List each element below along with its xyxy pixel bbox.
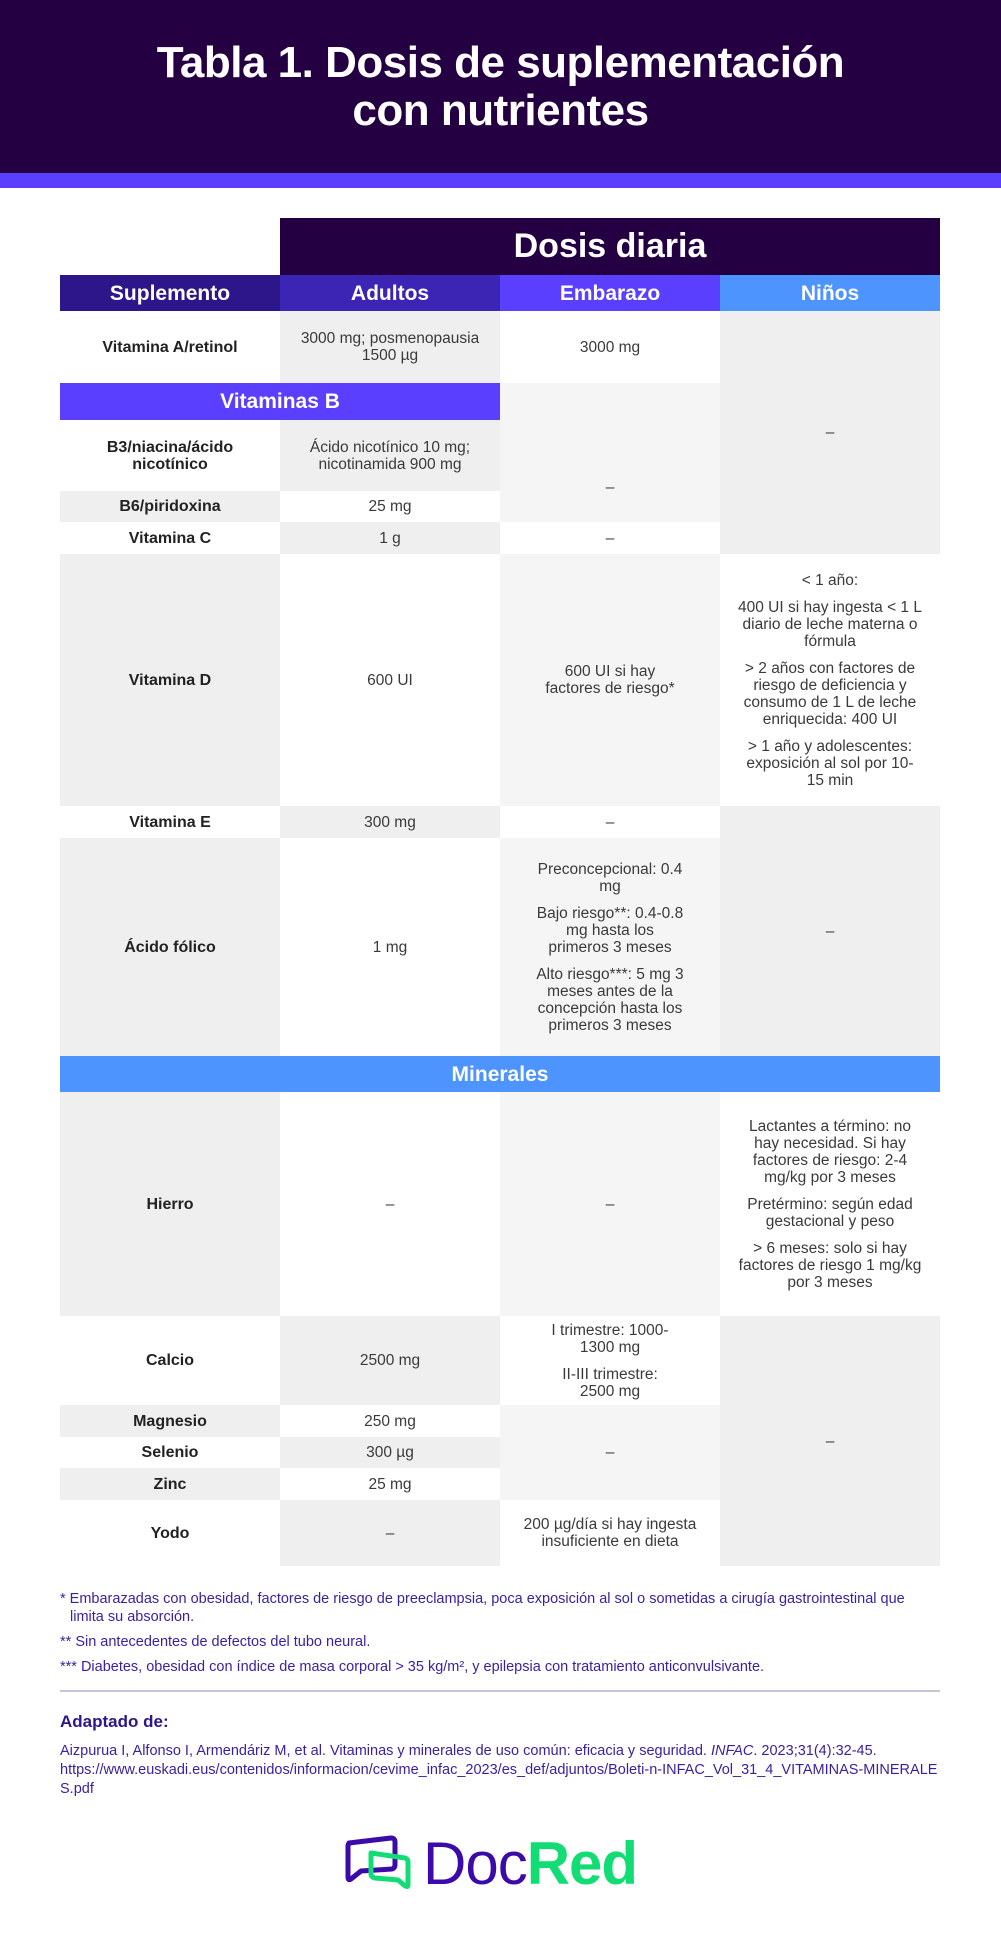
citation-text: Aizpurua I, Alfonso I, Armendáriz M, et al. Vitaminas y minerales de uso común: eficacia y seguridad. — [60, 1743, 711, 1759]
row-label-hierro: Hierro — [60, 1092, 280, 1316]
logo-text-red: Red — [526, 1829, 638, 1897]
cell-vitamina-d-adultos — [280, 554, 500, 806]
cell-text: 3000 mg; posmenopausia 1500 µg — [300, 330, 480, 364]
section-header-vitaminas-b: Vitaminas B — [60, 383, 500, 420]
row-label-selenio: Selenio — [60, 1437, 280, 1468]
cell-vitamina-d-embarazo — [500, 554, 720, 806]
cell-text: 600 UI si hay factores de riesgo* — [545, 663, 675, 697]
footnotes — [60, 1590, 940, 1683]
source-link[interactable]: https://www.euskadi.eus/contenidos/informacion/cevime_infac_2023/es_def/adjuntos/Boleti-n-INFAC_Vol_31_4_VITAMINAS-MINERALES.pdf — [60, 1762, 938, 1797]
cell-text: > 2 años con factores de riesgo de deficiencia y consumo de 1 L de leche enriquecida: 400 UI — [743, 659, 917, 728]
row-label-vitamina-a: Vitamina A/retinol — [60, 311, 280, 383]
title-banner — [0, 0, 1001, 173]
cell-vitamina-a-adultos — [280, 311, 500, 383]
cell-text: 300 mg — [364, 813, 416, 831]
cell-text: 600 UI — [367, 671, 413, 689]
row-label-acido-folico: Ácido fólico — [60, 838, 280, 1056]
cell-text: 1 g — [379, 529, 401, 547]
cell-text: 250 mg — [364, 1412, 416, 1430]
cell-text: – — [825, 424, 835, 441]
cell-text: 300 µg — [366, 1444, 414, 1461]
cell-vitamina-e-embarazo — [500, 806, 720, 838]
cell-text: – — [385, 1524, 395, 1542]
cell-text: 2500 mg — [359, 1352, 421, 1369]
cell-calcio-adultos — [280, 1316, 500, 1405]
cell-text: Alto riesgo***: 5 mg 3 meses antes de la concepción hasta los primeros 3 meses — [536, 965, 684, 1034]
cell-vitamina-e-adultos — [280, 806, 500, 838]
row-label-calcio: Calcio — [60, 1316, 280, 1405]
row-label-magnesio: Magnesio — [60, 1405, 280, 1437]
cell-ninos-calcio-yodo — [720, 1316, 940, 1566]
cell-text: 1 mg — [372, 938, 408, 956]
row-label-vitamina-d: Vitamina D — [60, 554, 280, 806]
cell-text: > 6 meses: solo si hay factores de riesgo 1 mg/kg por 3 meses — [738, 1239, 922, 1291]
cell-vitamina-d-ninos — [720, 554, 940, 806]
cell-text: Lactantes a término: no hay necesidad. Si hay factores de riesgo: 2-4 mg/kg por 3 meses — [749, 1117, 911, 1186]
column-header-suplemento: Suplemento — [60, 275, 280, 311]
cell-text: Bajo riesgo**: 0.4-0.8 mg hasta los primeros 3 meses — [536, 904, 684, 956]
cell-b3-adultos — [280, 420, 500, 491]
cell-acido-folico-embarazo — [500, 838, 720, 1056]
section-header-minerales: Minerales — [60, 1056, 940, 1092]
row-label-vitamina-c: Vitamina C — [60, 522, 280, 554]
cell-vitamina-c-embarazo — [500, 522, 720, 554]
cell-ninos-vit-a-to-c — [720, 311, 940, 554]
cell-text: – — [605, 1195, 615, 1213]
footnote-1: * Embarazadas con obesidad, factores de riesgo de preeclampsia, poca exposición al sol o sometidas a cirugía gastrointestinal que limita su absorción. — [60, 1591, 905, 1625]
cell-vitamina-c-adultos — [280, 522, 500, 554]
cell-embarazo-vitaminas-b — [500, 383, 720, 522]
cell-text: – — [605, 529, 615, 547]
page-title: Tabla 1. Dosis de suplementación con nutrientes — [156, 37, 845, 135]
row-label-b6: B6/piridoxina — [60, 491, 280, 522]
cell-embarazo-mg-zn — [500, 1405, 720, 1500]
footnote-2: ** Sin antecedentes de defectos del tubo neural. — [60, 1634, 371, 1650]
cell-vitamina-a-embarazo — [500, 311, 720, 383]
row-label-yodo: Yodo — [60, 1500, 280, 1566]
cell-text: 200 µg/día si hay ingesta insuficiente en dieta — [523, 1516, 697, 1550]
cell-magnesio-adultos — [280, 1405, 500, 1437]
row-label-vitamina-e: Vitamina E — [60, 806, 280, 838]
footnote-3: *** Diabetes, obesidad con índice de masa corporal > 35 kg/m², y epilepsia con tratamiento anticonvulsivante. — [60, 1659, 765, 1675]
chat-bubbles-icon — [345, 1835, 411, 1891]
cell-yodo-embarazo — [500, 1500, 720, 1566]
cell-zinc-adultos — [280, 1468, 500, 1500]
cell-text: 25 mg — [368, 498, 412, 515]
cell-text: 3000 mg — [579, 338, 641, 356]
cell-text: Pretérmino: según edad gestacional y peso — [747, 1195, 913, 1230]
cell-b6-adultos — [280, 491, 500, 522]
row-label-zinc: Zinc — [60, 1468, 280, 1500]
cell-text: > 1 año y adolescentes: exposición al sol por 10-15 min — [746, 737, 914, 789]
dosage-table — [60, 218, 940, 1566]
cell-yodo-adultos — [280, 1500, 500, 1566]
group-header-dosis-diaria: Dosis diaria — [280, 218, 940, 275]
cell-text: Ácido nicotínico 10 mg; nicotinamida 900 mg — [309, 438, 471, 473]
cell-selenio-adultos — [280, 1437, 500, 1468]
cell-text: – — [385, 1195, 395, 1213]
cell-text: – — [605, 479, 615, 496]
column-header-embarazo: Embarazo — [500, 275, 720, 311]
column-header-ninos: Niños — [720, 275, 940, 311]
cell-text: I trimestre: 1000-1300 mg — [551, 1321, 669, 1356]
cell-text: < 1 año: — [801, 571, 859, 589]
cell-text: 25 mg — [368, 1475, 412, 1493]
cell-text: II-III trimestre: 2500 mg — [562, 1365, 658, 1400]
docred-logo — [345, 1830, 637, 1896]
cell-text: 400 UI si hay ingesta < 1 L diario de leche materna o fórmula — [738, 598, 922, 650]
source-section — [60, 1712, 940, 1799]
row-label-b3: B3/niacina/ácido nicotínico — [60, 420, 280, 491]
column-header-adultos: Adultos — [280, 275, 500, 311]
cell-text: Preconcepcional: 0.4 mg — [537, 860, 683, 895]
cell-acido-folico-adultos — [280, 838, 500, 1056]
cell-text: – — [825, 1432, 835, 1450]
logo-text-doc: Doc — [423, 1829, 527, 1897]
cell-text: – — [605, 813, 615, 831]
cell-text: – — [825, 922, 835, 940]
cell-calcio-embarazo — [500, 1316, 720, 1405]
journal-name: INFAC — [710, 1743, 754, 1759]
cell-hierro-ninos — [720, 1092, 940, 1316]
source-heading: Adaptado de: — [60, 1712, 169, 1731]
cell-ninos-vit-e-folico — [720, 806, 940, 1056]
cell-text: – — [605, 1444, 615, 1461]
accent-stripe — [0, 173, 1001, 188]
source-citation — [60, 1742, 940, 1799]
divider — [60, 1690, 940, 1692]
citation-text: . 2023;31(4):32-45. — [753, 1743, 877, 1759]
cell-hierro-adultos — [280, 1092, 500, 1316]
cell-hierro-embarazo — [500, 1092, 720, 1316]
